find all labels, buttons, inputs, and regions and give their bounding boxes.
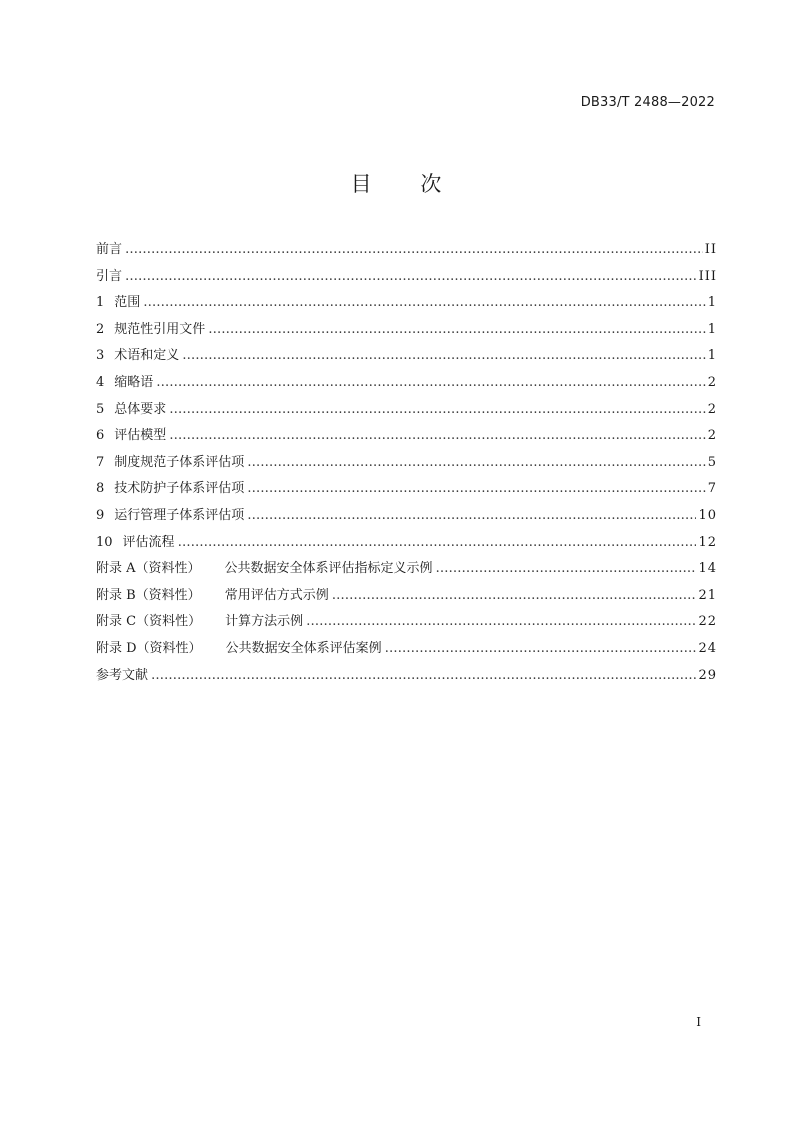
- toc-entry-assessment-model[interactable]: [96, 423, 717, 450]
- toc-leader-dots: [306, 609, 696, 636]
- toc-leader-dots: [182, 343, 705, 370]
- toc-entry-number: 附录 D（资料性）: [96, 640, 202, 656]
- toc-entry-number: 8: [96, 481, 105, 497]
- toc-leader-dots: [436, 556, 697, 583]
- toc-entry-page: III: [698, 268, 717, 284]
- toc-entry-title: 术语和定义: [114, 348, 180, 364]
- toc-entry-terms-definitions[interactable]: [96, 343, 717, 370]
- toc-leader-dots: [247, 476, 705, 503]
- toc-entry-title: 引言: [96, 268, 123, 284]
- toc-entry-page: 5: [707, 454, 717, 470]
- toc-entry-title: 技术防护子体系评估项: [114, 481, 245, 497]
- toc-entry-page: 1: [707, 321, 717, 337]
- toc-entry-page: 12: [698, 534, 717, 550]
- toc-entry-policy-subsystem[interactable]: [96, 450, 717, 477]
- toc-entry-page: II: [704, 242, 717, 257]
- toc-leader-dots: [143, 290, 705, 317]
- toc-entry-technical-subsystem[interactable]: [96, 476, 717, 503]
- toc-leader-dots: [156, 370, 705, 397]
- toc-entry-abbreviations[interactable]: [96, 370, 717, 397]
- toc-entry-normative-references[interactable]: [96, 317, 717, 344]
- toc-entry-appendix-c[interactable]: [96, 609, 717, 636]
- toc-entry-title: 计算方法示例: [225, 614, 304, 630]
- toc-entry-assessment-process[interactable]: [96, 530, 717, 557]
- toc-leader-dots: [178, 530, 697, 557]
- toc-entry-page: 7: [707, 481, 717, 497]
- toc-entry-number: 5: [96, 401, 105, 417]
- toc-entry-title: 规范性引用文件: [114, 321, 206, 337]
- toc-leader-dots: [125, 264, 697, 291]
- toc-entry-number: 6: [96, 428, 105, 444]
- toc-entry-introduction[interactable]: [96, 264, 717, 291]
- table-of-contents: [96, 237, 717, 689]
- toc-leader-dots: [151, 663, 696, 690]
- toc-entry-title: 缩略语: [114, 374, 154, 390]
- toc-entry-appendix-d[interactable]: [96, 636, 717, 663]
- toc-entry-page: 22: [698, 614, 717, 630]
- toc-entry-number: 2: [96, 321, 105, 337]
- toc-title: 目 次: [350, 172, 443, 196]
- toc-entry-title: 总体要求: [114, 401, 167, 417]
- toc-entry-title: 评估模型: [114, 428, 167, 444]
- document-id: DB33/T 2488—2022: [580, 95, 715, 110]
- toc-leader-dots: [125, 237, 703, 264]
- toc-entry-number: 9: [96, 507, 105, 523]
- toc-entry-number: 附录 B（资料性）: [96, 587, 201, 603]
- toc-entry-number: 3: [96, 348, 105, 364]
- toc-entry-scope[interactable]: [96, 290, 717, 317]
- toc-entry-title: 运行管理子体系评估项: [114, 507, 245, 523]
- toc-entry-number: 4: [96, 374, 105, 390]
- toc-entry-title: 前言: [96, 242, 123, 257]
- toc-entry-page: 2: [707, 428, 717, 444]
- toc-entry-page: 2: [707, 374, 717, 390]
- toc-entry-operations-subsystem[interactable]: [96, 503, 717, 530]
- toc-entry-appendix-a[interactable]: [96, 556, 717, 583]
- toc-entry-page: 14: [698, 561, 717, 577]
- toc-entry-page: 1: [707, 295, 717, 311]
- toc-entry-title: 参考文献: [96, 667, 149, 683]
- toc-leader-dots: [247, 450, 705, 477]
- toc-leader-dots: [169, 397, 705, 424]
- toc-entry-page: 2: [707, 401, 717, 417]
- toc-leader-dots: [332, 583, 697, 610]
- toc-entry-number: 7: [96, 454, 105, 470]
- toc-entry-title: 制度规范子体系评估项: [114, 454, 245, 470]
- toc-entry-page: 29: [698, 667, 717, 683]
- toc-entry-title: 范围: [114, 295, 141, 311]
- toc-leader-dots: [247, 503, 696, 530]
- toc-entry-appendix-b[interactable]: [96, 583, 717, 610]
- toc-entry-page: 1: [707, 348, 717, 364]
- toc-entry-page: 10: [698, 507, 717, 523]
- toc-entry-title: 公共数据安全体系评估案例: [225, 640, 382, 656]
- toc-leader-dots: [385, 636, 697, 663]
- toc-leader-dots: [208, 317, 705, 344]
- toc-entry-general-requirements[interactable]: [96, 397, 717, 424]
- toc-entry-number: 1: [96, 295, 105, 311]
- toc-entry-title: 常用评估方式示例: [224, 587, 329, 603]
- toc-entry-bibliography[interactable]: [96, 663, 717, 690]
- toc-entry-number: 附录 A（资料性）: [96, 561, 201, 577]
- toc-entry-page: 24: [698, 640, 717, 656]
- toc-entry-number: 10: [96, 534, 113, 550]
- toc-entry-title: 公共数据安全体系评估指标定义示例: [224, 561, 433, 577]
- toc-entry-page: 21: [698, 587, 717, 603]
- page-number: I: [696, 1015, 701, 1029]
- toc-entry-number: 附录 C（资料性）: [96, 614, 202, 630]
- toc-entry-title: 评估流程: [122, 534, 175, 550]
- toc-leader-dots: [169, 423, 705, 450]
- toc-entry-foreword[interactable]: [96, 237, 717, 264]
